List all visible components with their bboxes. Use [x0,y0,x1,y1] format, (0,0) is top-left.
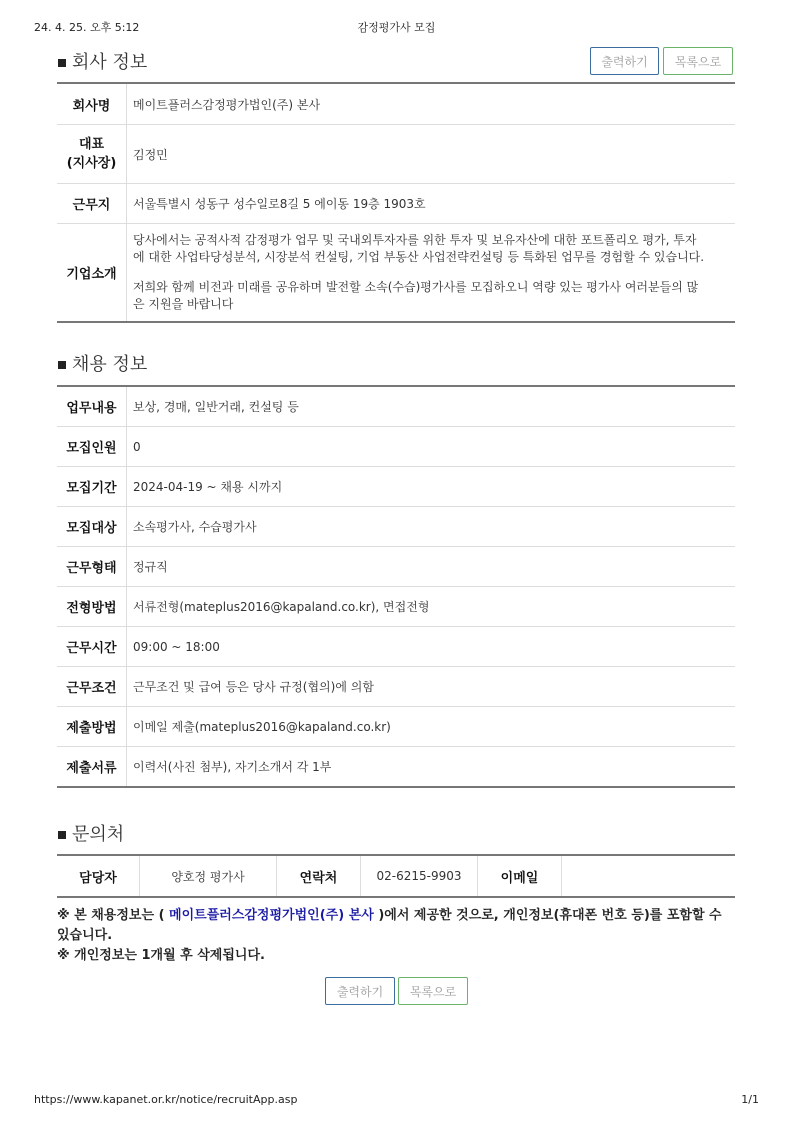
square-bullet-icon [58,831,66,839]
company-ceo-label [57,125,127,184]
job-label: 근무형태 [57,547,127,587]
job-label: 근무시간 [57,627,127,667]
notice-company-link[interactable]: 메이트플러스감정평가법인(주) 본사 [169,908,374,923]
company-section-title-text: 회사 정보 [72,52,148,73]
contact-person-value: 양호정 평가사 [140,855,277,897]
contact-email-value [562,855,736,897]
contact-section-title [58,820,124,846]
company-row-location [57,184,735,224]
job-value: 소속평가사, 수습평가사 [127,507,736,547]
intro-para1-line2: 에 대한 사업타당성분석, 시장분석 컨설팅, 기업 부동산 사업전략컨설팅 등 특화된 업무를 경험할 수 있습니다. [133,250,705,264]
job-section-title-text: 채용 정보 [72,354,148,375]
company-ceo-value: 김정민 [127,125,736,184]
square-bullet-icon [58,59,66,67]
intro-para2-line1: 저희와 함께 비전과 미래를 공유하며 발전할 소속(수습)평가사를 모집하오니 역량 있는 평가사 여러분들의 많 [133,280,699,294]
job-value: 09:00 ~ 18:00 [127,627,736,667]
job-section-title [58,350,147,376]
job-label: 모집기간 [57,467,127,507]
company-intro-value [127,224,736,323]
square-bullet-icon [58,361,66,369]
job-row [57,747,735,788]
job-value: 근무조건 및 급여 등은 당사 규정(협의)에 의함 [127,667,736,707]
job-value: 서류전형(mateplus2016@kapaland.co.kr), 면접전형 [127,587,736,627]
job-value: 이력서(사진 첨부), 자기소개서 각 1부 [127,747,736,788]
company-intro-label: 기업소개 [57,224,127,323]
company-name-value: 메이트플러스감정평가법인(주) 본사 [127,83,736,125]
intro-para2-line2: 은 지원을 바랍니다 [133,297,234,311]
print-footer [34,1093,759,1109]
contact-phone-value: 02-6215-9903 [361,855,478,897]
notice-line2: ※ 개인정보는 1개월 후 삭제됩니다. [57,948,265,963]
print-button-bottom[interactable]: 출력하기 [325,977,395,1005]
job-value: 0 [127,427,736,467]
intro-spacer [133,266,729,279]
job-label: 근무조건 [57,667,127,707]
print-date: 24. 4. 25. 오후 5:12 [34,21,140,34]
company-section-title [58,48,147,74]
company-location-value: 서울특별시 성동구 성수일로8길 5 에이동 19층 1903호 [127,184,736,224]
job-label: 모집대상 [57,507,127,547]
print-page-number: 1/1 [741,1093,759,1106]
job-row [57,627,735,667]
company-row-ceo [57,125,735,184]
job-row [57,427,735,467]
privacy-notice [57,906,737,966]
company-row-intro [57,224,735,323]
job-row [57,386,735,427]
job-value: 이메일 제출(mateplus2016@kapaland.co.kr) [127,707,736,747]
company-row-name [57,83,735,125]
job-label: 업무내용 [57,386,127,427]
list-button-top[interactable]: 목록으로 [663,47,733,75]
company-location-label: 근무지 [57,184,127,224]
intro-para1-line1: 당사에서는 공적사적 감정평가 업무 및 국내외투자자를 위한 투자 및 보유자산에 대한 포트폴리오 평가, 투자 [133,233,697,247]
print-button-top[interactable]: 출력하기 [590,47,659,75]
ceo-label-line2: (지사장) [66,156,117,171]
print-title: 감정평가사 모집 [357,21,436,34]
list-button-bottom[interactable]: 목록으로 [398,977,468,1005]
job-row [57,467,735,507]
contact-table [57,854,735,898]
contact-phone-label: 연락처 [277,855,361,897]
job-label: 모집인원 [57,427,127,467]
contact-row [57,855,735,897]
job-value: 정규직 [127,547,736,587]
ceo-label-line1: 대표 [78,137,105,152]
job-value: 2024-04-19 ~ 채용 시까지 [127,467,736,507]
notice-line1 [57,906,737,946]
job-row [57,547,735,587]
print-url: https://www.kapanet.or.kr/notice/recruitApp.asp [34,1093,298,1106]
print-header [34,19,759,35]
contact-email-label: 이메일 [478,855,562,897]
job-info-table [57,385,735,788]
job-label: 제출서류 [57,747,127,788]
contact-person-label: 담당자 [57,855,140,897]
company-name-label: 회사명 [57,83,127,125]
job-row [57,507,735,547]
contact-section-title-text: 문의처 [72,824,125,845]
job-row [57,707,735,747]
job-row [57,587,735,627]
job-label: 제출방법 [57,707,127,747]
company-info-table [57,82,735,323]
notice-prefix: ※ 본 채용정보는 ( [57,908,170,923]
notice-suffix: )에서 제공한 것으로, 개인정보(휴대폰 번호 등)를 포함할 수 있습니다. [57,908,722,943]
job-value: 보상, 경매, 일반거래, 컨설팅 등 [127,386,736,427]
job-label: 전형방법 [57,587,127,627]
job-row [57,667,735,707]
